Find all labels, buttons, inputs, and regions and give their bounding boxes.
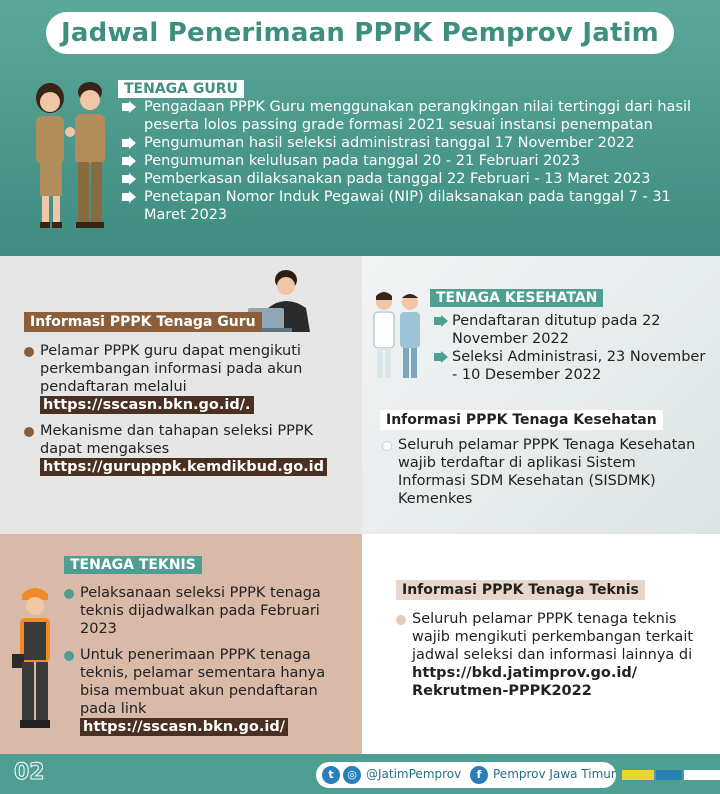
footer	[0, 754, 720, 794]
page-title: Jadwal Penerimaan PPPK Pemprov Jatim	[46, 12, 674, 54]
list-item: Pemberkasan dilaksanakan pada tanggal 22 Februari - 13 Maret 2023	[120, 170, 710, 188]
divider-curve	[0, 246, 720, 276]
list-item: Seluruh pelamar PPPK tenaga teknis wajib mengikuti perkembangan terkait jadwal seleksi dan informasi lainnya di https://bkd.jatimprov.go.id/ Rekrutmen-PPPK2022	[394, 610, 704, 700]
list-item: Pengumuman hasil seleksi administrasi tanggal 17 November 2022	[120, 134, 710, 152]
bkd-link[interactable]: https://bkd.jatimprov.go.id/ Rekrutmen-PPPK2022	[412, 665, 638, 699]
health-workers-icon	[368, 290, 428, 382]
list-item: Pendaftaran ditutup pada 22 November 2022	[432, 312, 712, 348]
list-item: Mekanisme dan tahapan seleksi PPPK dapat mengakses https://gurupppk.kemdikbud.go.id	[22, 422, 352, 476]
stripe-teal	[684, 770, 720, 780]
sscasn-teknis-link[interactable]: https://sscasn.bkn.go.id/	[80, 718, 288, 736]
teknis-label: TENAGA TEKNIS	[64, 556, 202, 574]
arrow-icon	[122, 137, 136, 149]
info-teknis-label: Informasi PPPK Tenaga Teknis	[396, 580, 645, 600]
guru-list	[120, 98, 710, 224]
bullet-dot-icon	[64, 651, 74, 661]
arrow-icon	[122, 173, 136, 185]
guru-label: TENAGA GURU	[118, 80, 244, 98]
bullet-dot-icon	[24, 347, 34, 357]
list-item: Seluruh pelamar PPPK Tenaga Kesehatan wajib terdaftar di aplikasi Sistem Informasi SDM Kesehatan (SISDMK) Kemenkes	[380, 436, 700, 508]
list-item: Pelamar PPPK guru dapat mengikuti perkembangan informasi pada akun pendaftaran melalui https://sscasn.bkn.go.id/.	[22, 342, 352, 414]
social-handle[interactable]: @JatimPemprov	[366, 767, 462, 781]
info-guru-label: Informasi PPPK Tenaga Guru	[24, 312, 262, 332]
arrow-icon	[434, 315, 448, 327]
gurupppk-link[interactable]: https://gurupppk.kemdikbud.go.id	[40, 458, 327, 476]
teachers-illustration-icon	[22, 72, 118, 232]
technician-icon	[8, 584, 62, 734]
facebook-page[interactable]: Pemprov Jawa Timur	[493, 767, 616, 781]
arrow-icon	[434, 351, 448, 363]
bullet-dot-icon	[396, 615, 406, 625]
kesehatan-label: TENAGA KESEHATAN	[430, 289, 603, 307]
list-item: Penetapan Nomor Induk Pegawai (NIP) dilaksanakan pada tanggal 7 - 31 Maret 2023	[120, 188, 710, 224]
info-kesehatan-label: Informasi PPPK Tenaga Kesehatan	[380, 410, 663, 430]
facebook-icon[interactable]: f	[470, 766, 488, 784]
stripe-blue	[656, 770, 682, 780]
sscasn-link[interactable]: https://sscasn.bkn.go.id/.	[40, 396, 254, 414]
list-item: Seleksi Administrasi, 23 November - 10 Desember 2022	[432, 348, 712, 384]
top-section	[0, 0, 720, 256]
list-item: Pengadaan PPPK Guru menggunakan perangkingan nilai tertinggi dari hasil peserta lolos passing grade formasi 2021 sesuai instansi penempatan	[120, 98, 710, 134]
kesehatan-list	[432, 312, 712, 384]
stripe-yellow	[622, 770, 654, 780]
bullet-dot-icon	[382, 441, 392, 451]
arrow-icon	[122, 155, 136, 167]
teknis-list	[62, 584, 354, 736]
arrow-icon	[122, 101, 136, 113]
twitter-icon[interactable]: t	[322, 766, 340, 784]
info-kesehatan-list	[380, 436, 700, 508]
list-item: Pengumuman kelulusan pada tanggal 20 - 21 Februari 2023	[120, 152, 710, 170]
list-item: Untuk penerimaan PPPK tenaga teknis, pelamar sementara hanya bisa membuat akun pendaftaran pada link https://sscasn.bkn.go.id/	[62, 646, 354, 736]
info-teknis-list	[394, 610, 704, 700]
page-number: 02	[14, 760, 45, 785]
arrow-icon	[122, 191, 136, 203]
instagram-icon[interactable]: ◎	[343, 766, 361, 784]
social-bar	[316, 762, 616, 788]
bullet-dot-icon	[64, 589, 74, 599]
bullet-dot-icon	[24, 427, 34, 437]
list-item: Pelaksanaan seleksi PPPK tenaga teknis dijadwalkan pada Februari 2023	[62, 584, 354, 638]
info-guru-list	[22, 342, 352, 476]
